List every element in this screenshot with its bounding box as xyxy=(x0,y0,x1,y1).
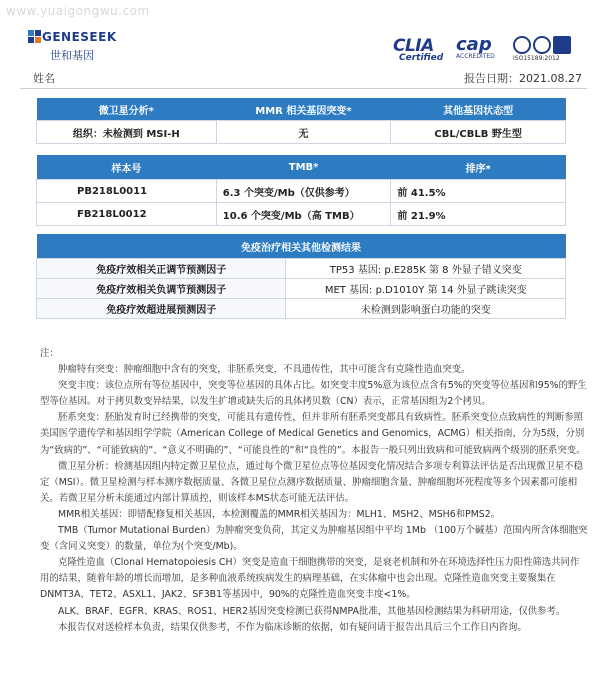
predictor-value: MET 基因: p.D1010Y 第 14 外显子跳读突变 xyxy=(286,279,566,299)
col-header-sample: 样本号 xyxy=(37,155,217,180)
col-header-msi: 微卫星分析* xyxy=(37,98,217,121)
note-paragraph: 胚系突变：胚胎发育时已经携带的突变，可能具有遗传性，但并非所有胚系突变都具有致病性。胚系突变位点致病性的判断参照美国医学遗传学和基因组学学院（American College of Medical Genetics and Genomics，ACMG）相关指南，分为5级，分别为“致病的”、“可能致病的”、“意义不明确的”、“可能良性的”和“良性的”。本报告一般只列出致病和可能致病两个级别的胚系突变。 xyxy=(40,412,586,456)
note-paragraph: 克隆性造血（Clonal Hematopoiesis CH）突变是造血干细胞携带的突变，是衰老机制和外在环境选择性压力阳性筛选共同作用的结果，随着年龄的增长而增加，是多种血液系统疾病发生的病理基础，在实体瘤中也会出现。克隆性造血突变主要聚集在DNMT3A、TET2、ASXL1、JAK2、SF3B1等基因中，90%的克隆性造血突变丰度<1%。 xyxy=(40,557,580,601)
table-row xyxy=(37,299,566,319)
brand-name-en: GENESEEK xyxy=(42,30,117,44)
msi-result: 组织：未检测到 MSI-H xyxy=(37,121,217,144)
table-row xyxy=(37,203,566,226)
clia-text: CLIA xyxy=(393,36,434,56)
patient-name-label: 姓名 xyxy=(33,72,55,85)
table-row xyxy=(37,279,566,299)
note-paragraph: MMR相关基因：即错配修复相关基因，本检测覆盖的MMR相关基因为：MLH1、MSH2、MSH6和PMS2。 xyxy=(58,508,501,520)
sample-id: PB218L0011 xyxy=(37,180,217,203)
predictor-label: 免疫疗效超进展预测因子 xyxy=(37,299,286,319)
immunotherapy-table xyxy=(36,234,566,319)
cap-logo xyxy=(456,34,508,62)
predictor-label: 免疫疗效相关正调节预测因子 xyxy=(37,259,286,279)
iso-text: ISO15189:2012 xyxy=(513,55,560,62)
geneseek-logo xyxy=(28,30,117,64)
predictor-label: 免疫疗效相关负调节预测因子 xyxy=(37,279,286,299)
immunotherapy-title: 免疫治疗相关其他检测结果 xyxy=(37,234,566,259)
table-row xyxy=(37,180,566,203)
other-gene-result: CBL/CBLB 野生型 xyxy=(391,121,566,144)
note-paragraph: ALK、BRAF、EGFR、KRAS、ROS1、HER2基因突变检测已获得NMPA批准，其他基因检测结果为科研用途，仅供参考。 xyxy=(58,605,566,617)
notes-section xyxy=(40,346,588,636)
clia-sub: Certified xyxy=(399,53,444,63)
sample-id: FB218L0012 xyxy=(37,203,217,226)
col-header-other: 其他基因状态型 xyxy=(391,98,566,121)
mmr-result: 无 xyxy=(216,121,391,144)
col-header-mmr: MMR 相关基因突变* xyxy=(216,98,391,121)
rank-value: 前 21.9% xyxy=(391,203,566,226)
tmb-table xyxy=(36,155,566,226)
note-paragraph: 微卫星分析：检测基因组内特定微卫星位点，通过每个微卫星位点等位基因变化情况结合多项专利算法评估是否出现微卫星不稳定（MSI）。微卫星检测与样本测序数据质量、各微卫星位点测序数据质量、肿瘤细胞含量、肿瘤细胞坏死程度等多个因素都可能相关。若微卫星分析未能通过内部计算质控，则该样本MS状态可能无法评估。 xyxy=(40,460,584,504)
col-header-rank: 排序* xyxy=(391,155,566,180)
ilac-seal-icon xyxy=(533,36,551,54)
report-date: 报告日期：2021.08.27 xyxy=(464,72,582,85)
cap-sub: ACCREDITED xyxy=(456,53,495,60)
notes-title: 注： xyxy=(40,348,59,359)
note-paragraph: TMB（Tumor Mutational Burden）为肿瘤突变负荷，其定义为肿瘤基因组中平均 1Mb （100万个碱基）范围内所含体细胞突变（含同义突变）的数量，单位为(个突变/Mb)。 xyxy=(40,525,588,553)
cap-text: cap xyxy=(456,34,492,55)
tmb-value: 10.6 个突变/Mb（高 TMB） xyxy=(216,203,391,226)
cnas-seal-icon xyxy=(513,36,531,54)
logo-mark-icon xyxy=(28,30,42,46)
clia-logo xyxy=(393,36,443,63)
brand-name-cn: 世和基因 xyxy=(50,49,94,62)
note-paragraph: 本报告仅对送检样本负责，结果仅供参考，不作为临床诊断的依据，如有疑问请于报告出具后三个工作日内咨询。 xyxy=(58,621,527,633)
note-paragraph: 突变丰度：该位点所有等位基因中，突变等位基因的具体占比。如突变丰度5%意为该位点含有5%的突变等位基因和95%的野生型等位基因。对于拷贝数变异结果，以发生扩增或缺失后的具体拷贝数（CN）表示，正常基因组为2个拷贝。 xyxy=(40,380,587,408)
iso-logo xyxy=(513,36,579,64)
tmb-value: 6.3 个突变/Mb（仅供参考） xyxy=(216,180,391,203)
header-divider xyxy=(20,88,587,89)
iso-seal-icon xyxy=(553,36,571,54)
predictor-value: TP53 基因: p.E285K 第 8 外显子错义突变 xyxy=(286,259,566,279)
msi-mmr-table xyxy=(36,98,566,144)
note-paragraph: 肿瘤特有突变：肿瘤细胞中含有的突变，非胚系突变，不具遗传性，其中可能含有克隆性造血突变。 xyxy=(58,364,471,376)
predictor-value: 未检测到影响蛋白功能的突变 xyxy=(286,299,566,319)
col-header-tmb: TMB* xyxy=(216,155,391,180)
watermark: www.yuaigongwu.com xyxy=(6,4,150,18)
rank-value: 前 41.5% xyxy=(391,180,566,203)
table-row xyxy=(37,259,566,279)
